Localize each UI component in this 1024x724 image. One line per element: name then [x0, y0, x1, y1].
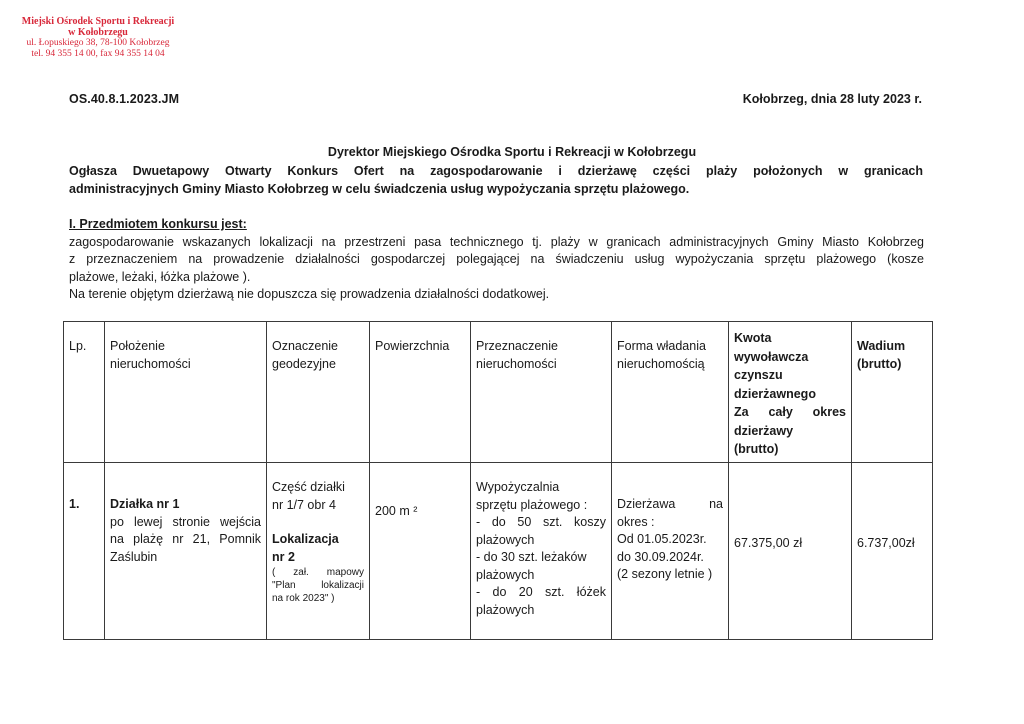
- plot-title: Działka nr 1: [110, 497, 180, 511]
- table-header-row: [64, 322, 933, 463]
- section-body: [69, 234, 924, 303]
- header-oznaczenie: Oznaczenie geodezyjne: [267, 322, 370, 463]
- lokalizacja-label: Lokalizacja: [272, 532, 339, 546]
- header-lp: Lp.: [64, 322, 105, 463]
- map-attachment-note-1: ( zał. mapowy: [272, 567, 364, 578]
- announcement-line-2: administracyjnych Gminy Miasto Kołobrzeg w celu świadczenia usług wypożyczania sprzętu plażowego.: [69, 182, 690, 196]
- document-date: Kołobrzeg, dnia 28 luty 2023 r.: [742, 92, 922, 106]
- reference-number: OS.40.8.1.2023.JM: [69, 92, 180, 106]
- letterhead-name-line1: Miejski Ośrodek Sportu i Rekreacji: [21, 16, 175, 27]
- cell-forma: Dzierżawa na okres : Od 01.05.2023r. do 30.09.2024r. (2 sezony letnie ): [612, 463, 729, 640]
- cell-lp: 1.: [64, 463, 105, 640]
- cell-przeznaczenie: Wypożyczalnia sprzętu plażowego : - do 50 szt. koszy plażowych - do 30 szt. leżaków plażowych - do 20 szt. łóżek plażowych: [471, 463, 612, 640]
- lokalizacja-number: nr 2: [272, 549, 295, 564]
- section-line-2: z przeznaczeniem na prowadzenie działalności gospodarczej polegającej na świadczeniu usług wypożyczania sprzętu plażowego (kosze: [69, 252, 924, 267]
- announcement-text: [69, 162, 923, 198]
- table-row: [64, 463, 933, 640]
- header-polozenie: Położenie nieruchomości: [105, 322, 267, 463]
- header-powierzchnia: Powierzchnia: [370, 322, 471, 463]
- section-heading: I. Przedmiotem konkursu jest:: [69, 217, 247, 231]
- map-attachment-note-2: "Plan lokalizacji: [272, 580, 364, 591]
- letterhead-stamp: [18, 16, 178, 60]
- header-wadium: Wadium (brutto): [852, 322, 933, 463]
- map-attachment-note-3: na rok 2023" ): [272, 593, 335, 604]
- director-heading: Dyrektor Miejskiego Ośrodka Sportu i Rekreacji w Kołobrzegu: [327, 145, 697, 159]
- header-przeznaczenie: Przeznaczenie nieruchomości: [471, 322, 612, 463]
- header-forma: Forma władania nieruchomością: [612, 322, 729, 463]
- section-line-1: zagospodarowanie wskazanych lokalizacji na przestrzeni pasa technicznego tj. plaży w granicach administracyjnych Gminy Miasto Kołobrzeg: [69, 235, 924, 249]
- cell-wadium: 6.737,00zł: [852, 463, 933, 640]
- section-line-3: plażowe, leżaki, łóżka plażowe ).: [69, 269, 251, 284]
- section-line-4: Na terenie objętym dzierżawą nie dopuszcza się prowadzenia działalności dodatkowej.: [69, 286, 550, 301]
- announcement-line-1: Ogłasza Dwuetapowy Otwarty Konkurs Ofert na zagospodarowanie i dzierżawę części plaży położonych w granicach: [69, 164, 923, 178]
- letterhead-address: ul. Łopuskiego 38, 78-100 Kołobrzeg: [26, 38, 170, 48]
- cell-oznaczenie: Część działki nr 1/7 obr 4 Lokalizacja nr 2 ( zał. mapowy "Plan lokalizacji na rok 2023" ): [267, 463, 370, 640]
- cell-powierzchnia: 200 m ²: [370, 463, 471, 640]
- letterhead-phone: tel. 94 355 14 00, fax 94 355 14 04: [31, 49, 165, 59]
- letterhead-name-line2: w Kołobrzegu: [68, 27, 128, 38]
- header-kwota: Kwota wywoławcza czynszu dzierżawnego Za cały okres dzierżawy (brutto): [729, 322, 852, 463]
- offers-table: [63, 321, 933, 640]
- cell-polozenie: Działka nr 1 po lewej stronie wejścia na plażę nr 21, Pomnik Zaślubin: [105, 463, 267, 640]
- cell-kwota: 67.375,00 zł: [729, 463, 852, 640]
